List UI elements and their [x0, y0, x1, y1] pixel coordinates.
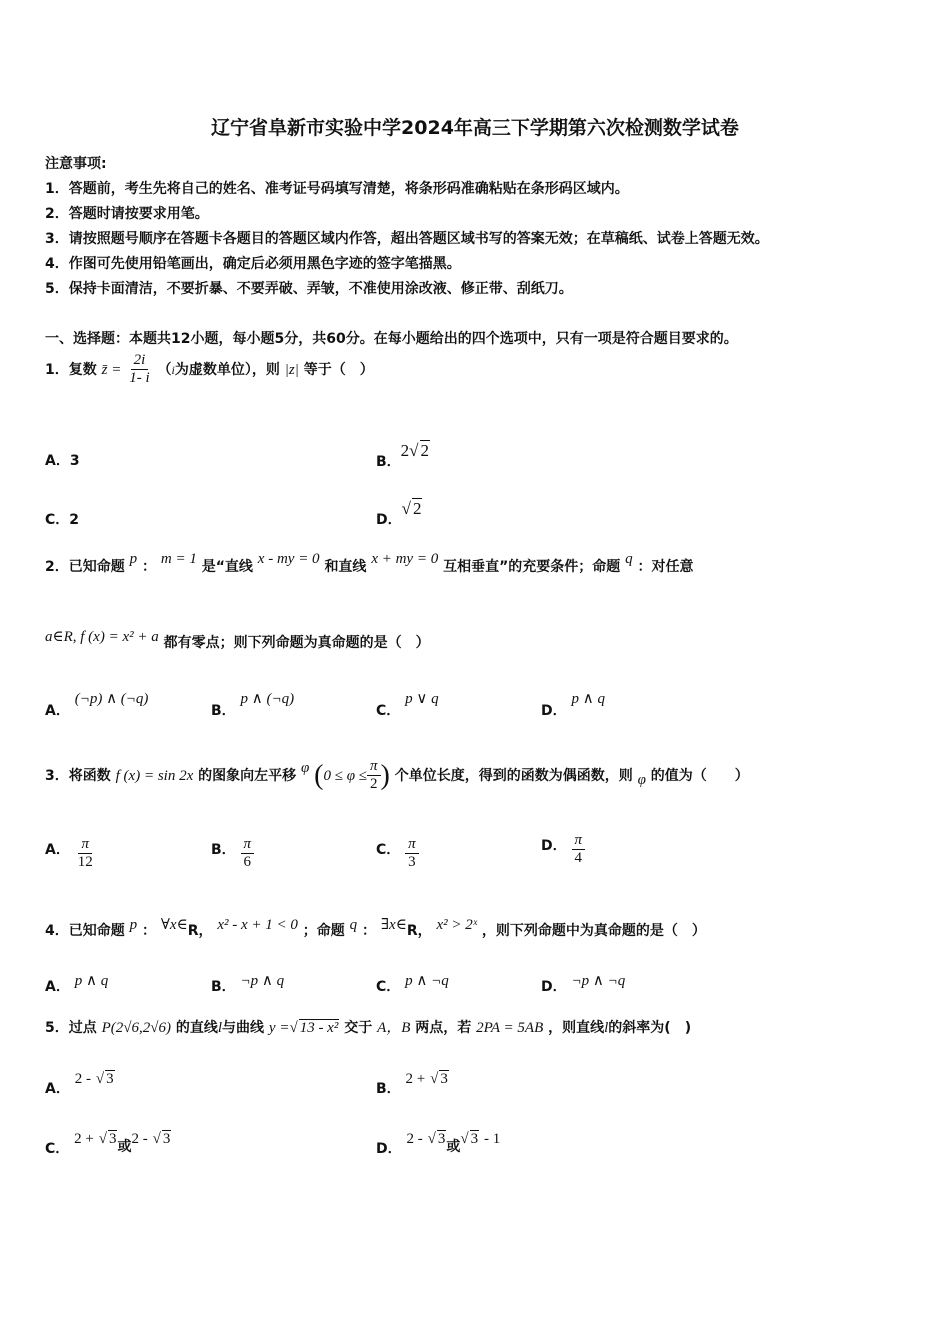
- q1-mid: （: [157, 361, 172, 378]
- q3-option-b[interactable]: B． $\frac{\pi}{6}$: [211, 836, 254, 872]
- q4-option-b[interactable]: B． ¬p ∧ q: [211, 973, 285, 995]
- q3-option-c[interactable]: C． $\frac{\pi}{3}$: [376, 836, 419, 872]
- question-2: 2．已知命题 p ： m = 1 是“直线 x - my = 0 和直线 x + my = 0 互相垂直”的充要条件；命题 q ：对任意: [45, 551, 694, 575]
- q2-option-d[interactable]: D． p ∧ q: [541, 691, 605, 719]
- section-heading: 一、选择题：本题共12小题，每小题5分，共60分。在每小题给出的四个选项中，只有一项是符合题目要求的。: [45, 331, 738, 347]
- question-4: 4．已知命题 p ： ∀x∈R， x² - x + 1 < 0 ；命题 q ： ∃x∈R， x² > 2ˣ ，则下列命题中为真命题的是（ ）: [45, 917, 706, 939]
- question-5: 5．过点 P(2√6,2√6) 的直线l与曲线 y =√ 13 - x² 交于 A，B 两点，若 2PA = 5AB ，则直线l的斜率为( ): [45, 1020, 692, 1036]
- question-2-line2: a∈R, f (x) = x² + a 都有零点；则下列命题为真命题的是（ ）: [45, 629, 430, 651]
- note-item: 1．答题前，考生先将自己的姓名、准考证号码填写清楚，将条形码准确粘贴在条形码区域内。: [45, 181, 629, 197]
- q1-option-a[interactable]: A．3: [45, 453, 80, 469]
- q1-fraction: [126, 352, 152, 388]
- q5-option-c[interactable]: C． 2 + √ 3或2 - √ 3: [45, 1131, 171, 1157]
- q4-option-d[interactable]: D． ¬p ∧ ¬q: [541, 973, 626, 995]
- note-item: 5．保持卡面清洁，不要折暴、不要弄破、弄皱，不准使用涂改液、修正带、刮纸刀。: [45, 281, 573, 297]
- q1-option-c[interactable]: C．2: [45, 512, 80, 528]
- q1-den: 1- i: [129, 370, 150, 387]
- q5-option-a[interactable]: A． 2 - √ 3: [45, 1071, 114, 1097]
- question-1: [45, 352, 374, 388]
- q3-option-d[interactable]: D． $\frac{\pi}{4}$: [541, 832, 585, 868]
- q1-num: 2i: [131, 352, 149, 370]
- note-item: 4．作图可先使用铅笔画出，确定后必须用黑色字迹的签字笔描黑。: [45, 256, 461, 272]
- q1-prefix: 1．复数: [45, 361, 97, 378]
- note-item: 2．答题时请按要求用笔。: [45, 206, 209, 222]
- q2-option-b[interactable]: B． p ∧ (¬q): [211, 691, 295, 719]
- notes-heading: 注意事项:: [45, 156, 107, 172]
- q1-abs: |z|: [284, 361, 299, 378]
- q2-option-c[interactable]: C． p ∨ q: [376, 691, 439, 719]
- question-3: 3．将函数 f (x) = sin 2x 的图象向左平移 φ (0 ≤ φ ≤ $\frac{\pi}{2}$ ) 个单位长度，得到的函数为偶函数，则 φ 的值为（ ）: [45, 758, 749, 793]
- q1-i: i: [171, 362, 175, 377]
- q1-option-b[interactable]: B．2√ 2: [376, 441, 430, 470]
- q4-option-a[interactable]: A． p ∧ q: [45, 973, 109, 995]
- q2-option-a[interactable]: A． (¬p) ∧ (¬q): [45, 691, 149, 719]
- q1-suffix: 等于（ ）: [303, 361, 374, 378]
- q1-mid2: 为虚数单位），则: [174, 361, 280, 378]
- note-item: 3．请按照题号顺序在答题卡各题目的答题区域内作答，超出答题区域书写的答案无效；在草稿纸、试卷上答题无效。: [45, 231, 769, 247]
- q3-option-a[interactable]: A． $\frac{\pi}{12}$: [45, 836, 93, 871]
- q4-option-c[interactable]: C． p ∧ ¬q: [376, 973, 449, 995]
- page-title: 辽宁省阜新市实验中学2024年高三下学期第六次检测数学试卷: [211, 117, 739, 139]
- q1-lhs: z̄ =: [101, 361, 122, 378]
- q5-option-b[interactable]: B． 2 + √ 3: [376, 1071, 448, 1097]
- q1-option-d[interactable]: D．√ 2: [376, 499, 422, 528]
- q5-option-d[interactable]: D． 2 - √ 3或√ 3 - 1: [376, 1131, 501, 1157]
